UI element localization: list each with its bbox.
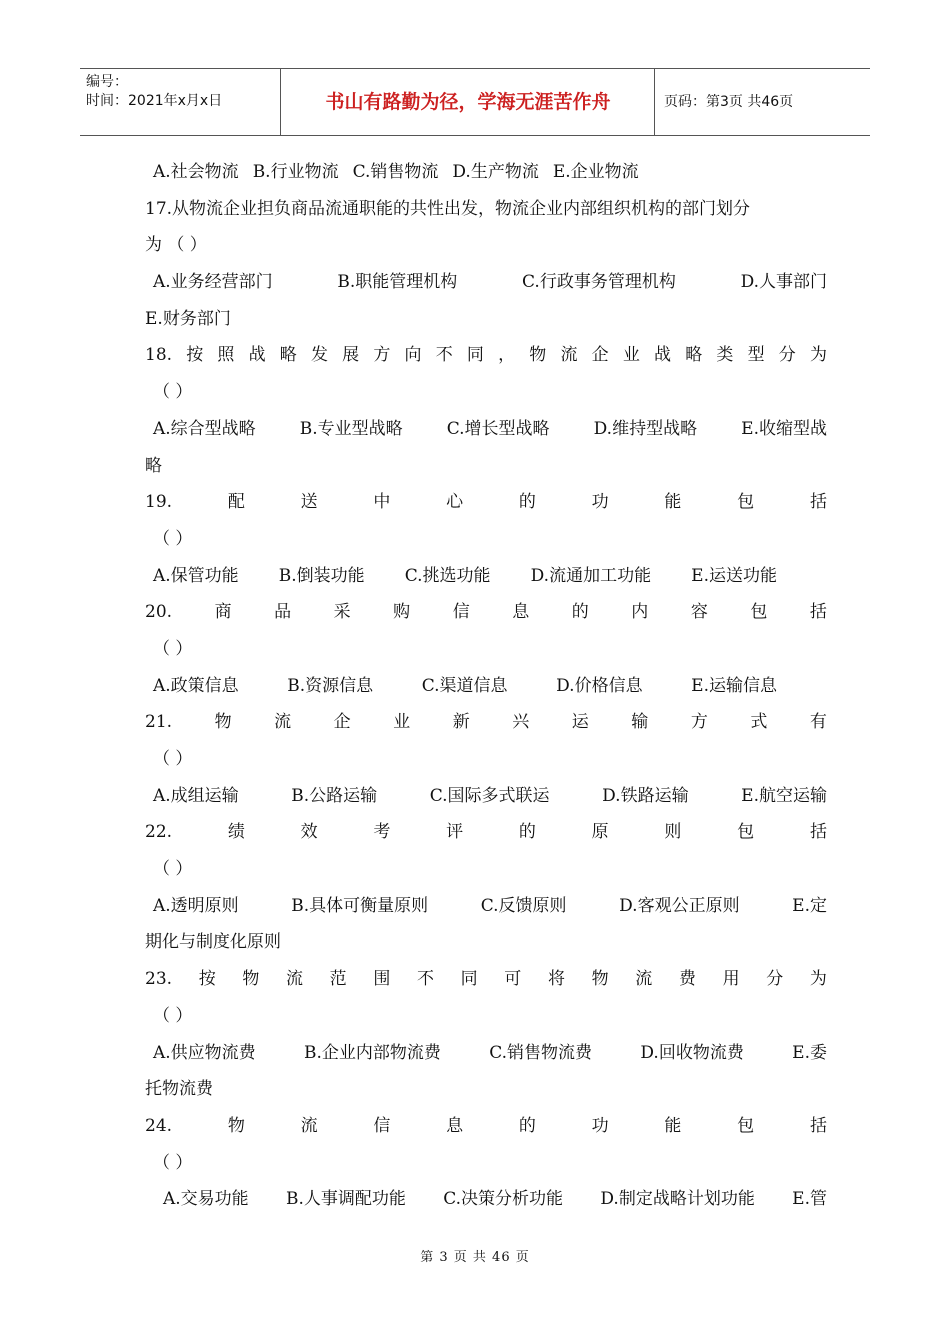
question-17-cont: 为 （ ） <box>145 235 207 256</box>
text-segment: 有 <box>809 712 827 733</box>
text-segment: 不 <box>435 345 453 366</box>
options-20 <box>145 668 827 705</box>
text-segment: C.销售物流费 <box>489 1042 593 1063</box>
text-segment: 型 <box>747 345 765 366</box>
text-segment: C.国际多式联运 <box>429 785 550 806</box>
text-segment: B.职能管理机构 <box>337 272 458 293</box>
options-23 <box>145 1035 827 1072</box>
text-segment: B.具体可衡量原则 <box>291 895 429 916</box>
text-segment: B.公路运输 <box>291 785 378 806</box>
text-segment: 18. <box>145 345 173 366</box>
text-segment: 物 <box>591 969 609 990</box>
text-segment: A.社会物流 <box>153 162 239 182</box>
text-segment: 采 <box>333 602 351 623</box>
text-segment: 略 <box>685 345 703 366</box>
text-segment: 流 <box>560 345 578 366</box>
text-segment: 业 <box>622 345 640 366</box>
text-segment: C.决策分析功能 <box>443 1189 564 1210</box>
text-segment: 展 <box>342 345 360 366</box>
text-segment: 考 <box>373 822 391 843</box>
text-segment: C.增长型战略 <box>446 418 550 439</box>
text-segment: A.业务经营部门 <box>153 272 273 293</box>
options-22 <box>145 888 827 925</box>
text-segment: 流 <box>635 969 653 990</box>
text-segment: 流 <box>274 712 292 733</box>
text-segment: 可 <box>504 969 522 990</box>
text-segment: E.企业物流 <box>552 162 639 182</box>
text-segment: 的 <box>518 822 536 843</box>
header-divider <box>654 69 655 135</box>
text-segment: 24. <box>145 1115 173 1136</box>
text-segment: 照 <box>217 345 235 366</box>
text-segment: 19. <box>145 492 173 513</box>
header-number: 编号： <box>86 74 128 90</box>
text-segment: 范 <box>329 969 347 990</box>
text-segment: C.挑选功能 <box>404 565 491 586</box>
text-segment: A.保管功能 <box>153 565 239 586</box>
text-segment: 同 <box>460 969 478 990</box>
text-segment: 流 <box>300 1115 318 1136</box>
text-segment: D.生产物流 <box>452 162 539 182</box>
text-segment: 购 <box>393 602 411 623</box>
text-segment: 括 <box>809 602 827 623</box>
text-segment: C.销售物流 <box>352 162 439 182</box>
header-page-info: 页码：第3页 共46页 <box>664 94 794 110</box>
text-segment: E.委 <box>792 1042 827 1063</box>
text-segment: A.综合型战略 <box>153 418 256 439</box>
header-divider <box>280 69 281 135</box>
text-segment: D.客观公正原则 <box>619 895 740 916</box>
text-segment: 23. <box>145 969 173 990</box>
text-segment: D.价格信息 <box>556 675 643 696</box>
text-segment: 兴 <box>512 712 530 733</box>
text-segment: 费 <box>678 969 696 990</box>
text-segment: 不 <box>416 969 434 990</box>
text-segment: 包 <box>737 1115 755 1136</box>
text-segment: 战 <box>654 345 672 366</box>
text-segment: 的 <box>518 1115 536 1136</box>
text-segment: 类 <box>716 345 734 366</box>
options-17 <box>145 264 827 301</box>
question-22 <box>145 814 827 851</box>
options-23-tail: 托物流费 <box>145 1079 213 1100</box>
question-24 <box>145 1108 827 1145</box>
text-segment: 运 <box>571 712 589 733</box>
text-segment: 按 <box>198 969 216 990</box>
text-segment: 功 <box>591 492 609 513</box>
text-segment: 物 <box>529 345 547 366</box>
text-segment: D.制定战略计划功能 <box>600 1189 755 1210</box>
text-segment: B.资源信息 <box>287 675 374 696</box>
text-segment: 按 <box>186 345 204 366</box>
text-segment: ， <box>498 345 516 366</box>
text-segment: 的 <box>571 602 589 623</box>
text-segment: B.行业物流 <box>252 162 339 182</box>
text-segment: B.倒装功能 <box>278 565 365 586</box>
text-segment: 企 <box>333 712 351 733</box>
text-segment: 企 <box>591 345 609 366</box>
options-16 <box>145 154 827 191</box>
text-segment: 发 <box>310 345 328 366</box>
text-segment: A.供应物流费 <box>153 1042 256 1063</box>
text-segment: 括 <box>809 822 827 843</box>
text-segment: E.航空运输 <box>741 785 827 806</box>
options-22-tail: 期化与制度化原则 <box>145 932 281 953</box>
text-segment: 信 <box>452 602 470 623</box>
text-segment: 容 <box>690 602 708 623</box>
header-meta <box>86 73 222 111</box>
text-segment: D.流通加工功能 <box>530 565 652 586</box>
options-19 <box>145 558 827 595</box>
options-18 <box>145 411 827 448</box>
text-segment: 用 <box>722 969 740 990</box>
text-segment: E.收缩型战 <box>741 418 827 439</box>
text-segment: C.反馈原则 <box>480 895 567 916</box>
text-segment: 方 <box>373 345 391 366</box>
question-21 <box>145 704 827 741</box>
text-segment: 括 <box>809 492 827 513</box>
header-time: 时间：2021年x月x日 <box>86 93 223 109</box>
text-segment: 息 <box>446 1115 464 1136</box>
text-segment: A.成组运输 <box>153 785 239 806</box>
text-segment: 包 <box>737 822 755 843</box>
text-segment: 20. <box>145 602 173 623</box>
text-segment: 分 <box>766 969 784 990</box>
text-segment: 21. <box>145 712 173 733</box>
text-segment: 绩 <box>227 822 245 843</box>
text-segment: 将 <box>547 969 565 990</box>
question-19 <box>145 484 827 521</box>
text-segment: 原 <box>591 822 609 843</box>
text-segment: E.运输信息 <box>691 675 777 696</box>
options-18-tail: 略 <box>145 455 162 476</box>
text-segment: 包 <box>737 492 755 513</box>
text-segment: 括 <box>809 1115 827 1136</box>
text-segment: 物 <box>227 1115 245 1136</box>
text-segment: A.政策信息 <box>153 675 239 696</box>
text-segment: A.交易功能 <box>163 1189 249 1210</box>
text-segment: 商 <box>214 602 232 623</box>
answer-paren: （ ） <box>153 638 193 659</box>
text-segment: 物 <box>214 712 232 733</box>
text-segment: E.管 <box>792 1189 827 1210</box>
question-18 <box>145 337 827 374</box>
text-segment: 息 <box>512 602 530 623</box>
text-segment: 略 <box>279 345 297 366</box>
text-segment: 围 <box>373 969 391 990</box>
text-segment: D.铁路运输 <box>602 785 689 806</box>
text-segment: 同 <box>466 345 484 366</box>
text-segment: D.维持型战略 <box>593 418 698 439</box>
text-segment: 物 <box>242 969 260 990</box>
answer-paren: （ ） <box>153 528 193 549</box>
answer-paren: （ ） <box>153 859 193 880</box>
text-segment: 战 <box>248 345 266 366</box>
text-segment: 送 <box>300 492 318 513</box>
text-segment: 配 <box>227 492 245 513</box>
text-segment: 则 <box>664 822 682 843</box>
text-segment: D.人事部门 <box>740 272 827 293</box>
text-segment: 式 <box>750 712 768 733</box>
text-segment: 业 <box>393 712 411 733</box>
text-segment: 为 <box>809 345 827 366</box>
text-segment: 向 <box>404 345 422 366</box>
text-segment: 能 <box>664 1115 682 1136</box>
text-segment: 心 <box>446 492 464 513</box>
question-17: 17.从物流企业担负商品流通职能的共性出发，物流企业内部组织机构的部门划分 <box>145 198 751 219</box>
text-segment: 能 <box>664 492 682 513</box>
question-20 <box>145 594 827 631</box>
question-content <box>145 154 827 1218</box>
answer-paren: （ ） <box>153 1152 193 1173</box>
answer-paren: （ ） <box>153 382 193 403</box>
text-segment: 信 <box>373 1115 391 1136</box>
text-segment: B.专业型战略 <box>299 418 403 439</box>
text-segment: 效 <box>300 822 318 843</box>
header-motto: 书山有路勤为径，学海无涯苦作舟 <box>325 91 611 113</box>
text-segment: 的 <box>518 492 536 513</box>
text-segment: B.企业内部物流费 <box>304 1042 441 1063</box>
options-21 <box>145 778 827 815</box>
text-segment: D.回收物流费 <box>640 1042 744 1063</box>
text-segment: E.定 <box>792 895 827 916</box>
text-segment: C.行政事务管理机构 <box>522 272 676 293</box>
answer-paren: （ ） <box>153 1005 193 1026</box>
text-segment: 22. <box>145 822 173 843</box>
page-header <box>80 68 870 136</box>
text-segment: E.运送功能 <box>691 565 777 586</box>
text-segment: 分 <box>778 345 796 366</box>
text-segment: 评 <box>446 822 464 843</box>
question-23 <box>145 961 827 998</box>
text-segment: 方 <box>690 712 708 733</box>
options-17-tail: E.财务部门 <box>145 308 231 329</box>
text-segment: A.透明原则 <box>153 895 239 916</box>
text-segment: 品 <box>274 602 292 623</box>
page-footer: 第 3 页 共 46 页 <box>420 1250 530 1265</box>
text-segment: 包 <box>750 602 768 623</box>
text-segment: 输 <box>631 712 649 733</box>
text-segment: 为 <box>809 969 827 990</box>
text-segment: B.人事调配功能 <box>286 1189 406 1210</box>
options-24 <box>145 1181 827 1218</box>
text-segment: 内 <box>631 602 649 623</box>
answer-paren: （ ） <box>153 749 193 769</box>
text-segment: 功 <box>591 1115 609 1136</box>
text-segment: 流 <box>286 969 304 990</box>
text-segment: 中 <box>373 492 391 513</box>
text-segment: C.渠道信息 <box>421 675 508 696</box>
text-segment: 新 <box>452 712 470 733</box>
